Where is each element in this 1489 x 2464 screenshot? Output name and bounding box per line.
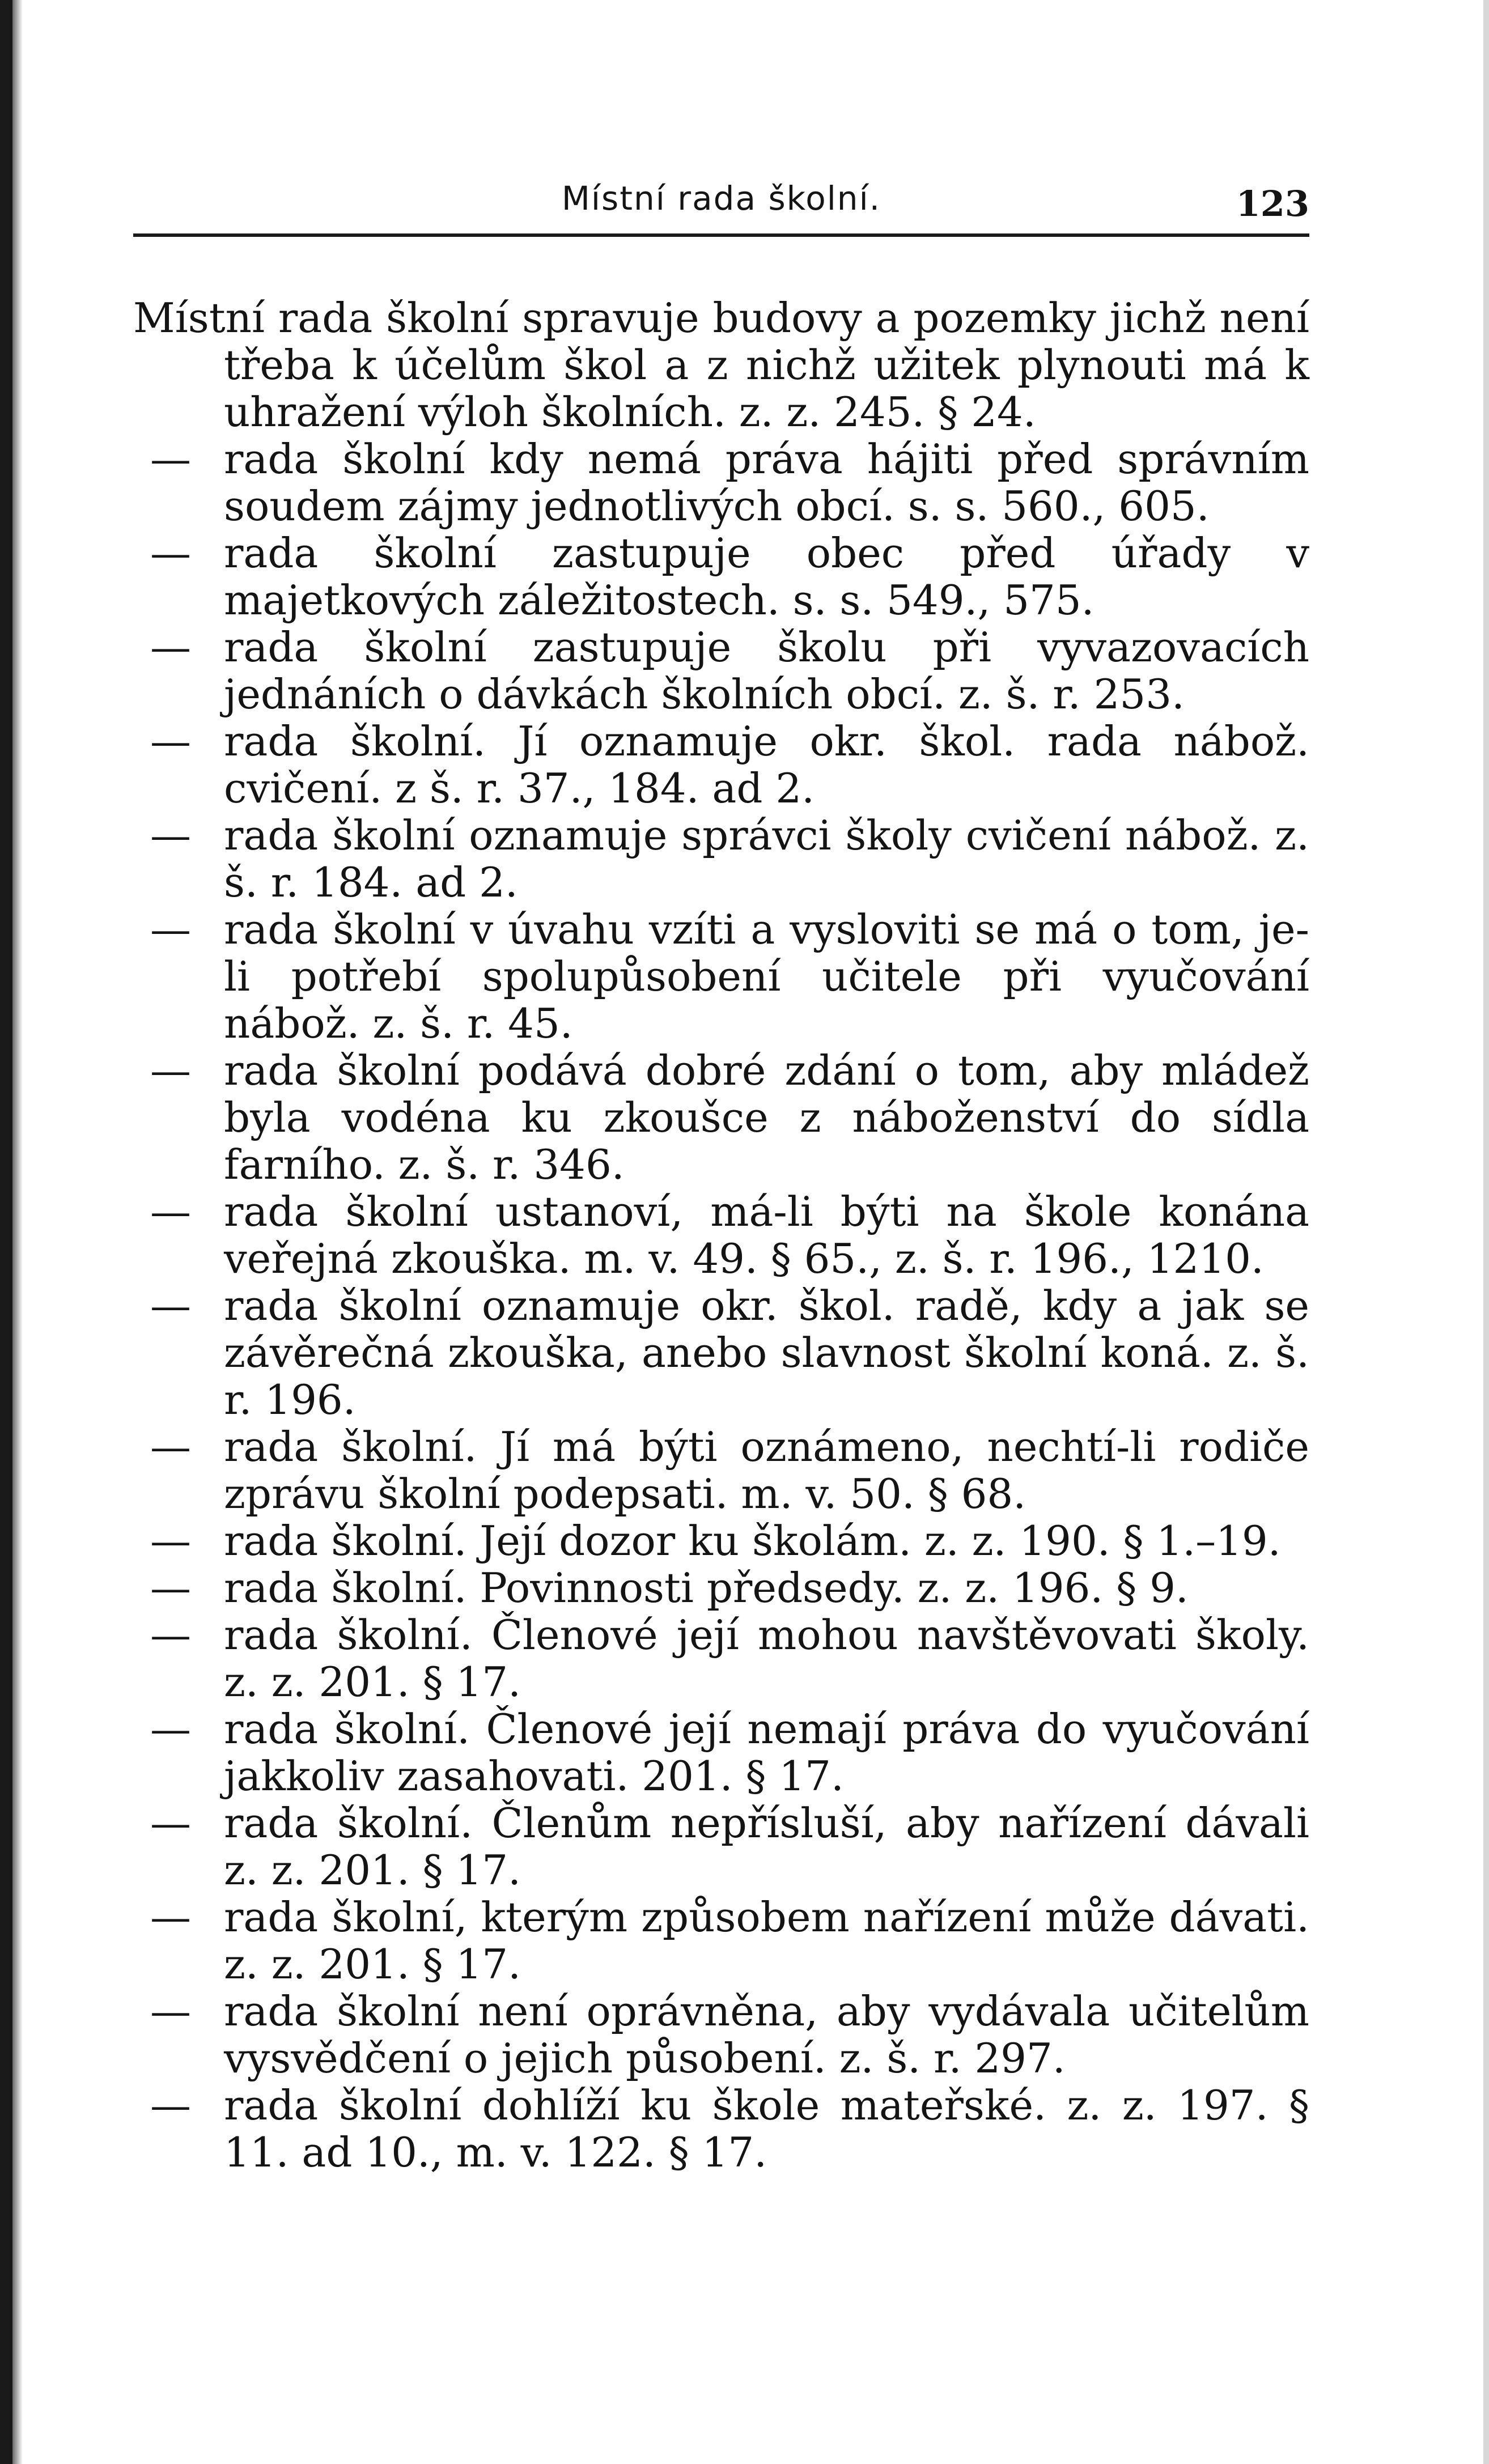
entry-dash: —	[150, 812, 191, 859]
entry-text: rada školní. Povinnosti předsedy. z. z. 196. § 9.	[224, 1564, 1189, 1612]
entry-dash: —	[150, 1987, 191, 2035]
entry-text: Místní rada školní spravuje budovy a pozemky jichž není třeba k účelům škol a z nichž užitek plynouti má k uhražení výloh školních. z. z. 245. § 24.	[133, 294, 1309, 436]
index-entry	[133, 624, 1309, 718]
entry-text: rada školní zastupuje školu při vyvazovacích jednáních o dávkách školních obcí. z. š. r. 253.	[224, 623, 1309, 718]
entry-text: rada školní kdy nemá práva hájiti před správním soudem zájmy jednotlivých obcí. s. s. 560., 605.	[224, 435, 1309, 530]
running-title: Místní rada školní.	[561, 179, 881, 218]
entry-dash: —	[150, 2081, 191, 2129]
entry-dash: —	[150, 1047, 191, 1094]
entry-text: rada školní oznamuje okr. škol. radě, kdy a jak se závěrečná zkouška, anebo slavnost školní koná. z. š. r. 196.	[224, 1282, 1309, 1424]
index-entry	[133, 1282, 1309, 1424]
index-entry	[133, 530, 1309, 624]
entry-text: rada školní dohlíží ku škole mateřské. z. z. 197. § 11. ad 10., m. v. 122. § 17.	[224, 2081, 1309, 2176]
entry-dash: —	[150, 1705, 191, 1753]
entry-dash: —	[150, 1188, 191, 1235]
index-entry	[133, 436, 1309, 530]
entry-dash: —	[150, 1799, 191, 1847]
index-entry	[133, 1188, 1309, 1282]
page-edge	[1483, 0, 1489, 2464]
index-entry	[133, 718, 1309, 812]
index-entry	[133, 1894, 1309, 1988]
entry-dash: —	[150, 435, 191, 483]
entry-text: rada školní, kterým způsobem nařízení může dávati. z. z. 201. § 17.	[224, 1893, 1309, 1988]
entry-dash: —	[150, 1423, 191, 1471]
index-entry	[133, 1518, 1309, 1565]
index-entry	[133, 1047, 1309, 1188]
index-entry	[133, 2082, 1309, 2176]
entry-dash: —	[150, 1517, 191, 1565]
entry-text: rada školní ustanoví, má-li býti na škole konána veřejná zkouška. m. v. 49. § 65., z. š. r. 196., 1210.	[224, 1188, 1309, 1282]
entry-text: rada školní podává dobré zdání o tom, aby mládež byla vodéna ku zkoušce z náboženství do sídla farního. z. š. r. 346.	[224, 1047, 1309, 1188]
entry-text: rada školní. Jí má býti oznámeno, nechtí-li rodiče zprávu školní podepsati. m. v. 50. § 68.	[224, 1423, 1309, 1518]
index-entry	[133, 1612, 1309, 1706]
entry-text: rada školní. Členům nepřísluší, aby nařízení dávali z. z. 201. § 17.	[224, 1799, 1309, 1894]
index-entry	[133, 812, 1309, 906]
index-entry	[133, 1424, 1309, 1518]
index-entry	[133, 906, 1309, 1047]
entry-text: rada školní není oprávněna, aby vydávala učitelům vysvědčení o jejich působení. z. š. r. 297.	[224, 1987, 1309, 2082]
entry-dash: —	[150, 529, 191, 577]
entry-text: rada školní. Její dozor ku školám. z. z. 190. § 1.–19.	[224, 1517, 1281, 1565]
entry-dash: —	[150, 1893, 191, 1941]
header-rule	[133, 233, 1309, 237]
entry-dash: —	[150, 1564, 191, 1612]
index-entries	[133, 295, 1309, 2176]
entry-text: rada školní. Členové její mohou navštěvovati školy. z. z. 201. § 17.	[224, 1611, 1309, 1706]
page-number: 123	[1236, 183, 1309, 224]
entry-dash: —	[150, 1611, 191, 1659]
index-entry	[133, 295, 1309, 436]
entry-dash: —	[150, 717, 191, 765]
entry-text: rada školní v úvahu vzíti a vysloviti se má o tom, je-li potřebí spolupůsobení učitele při vyučování nábož. z. š. r. 45.	[224, 906, 1309, 1047]
index-entry	[133, 1565, 1309, 1612]
entry-dash: —	[150, 906, 191, 953]
entry-text: rada školní oznamuje správci školy cvičení nábož. z. š. r. 184. ad 2.	[224, 812, 1309, 906]
book-gutter	[12, 0, 23, 2464]
entry-dash: —	[150, 623, 191, 671]
index-entry	[133, 1800, 1309, 1894]
entry-text: rada školní. Jí oznamuje okr. škol. rada nábož. cvičení. z š. r. 37., 184. ad 2.	[224, 717, 1309, 812]
entry-dash: —	[150, 1282, 191, 1329]
page-header	[133, 176, 1309, 238]
index-entry	[133, 1988, 1309, 2082]
book-spine-shadow	[0, 0, 12, 2464]
index-entry	[133, 1706, 1309, 1800]
entry-text: rada školní. Členové její nemají práva do vyučování jakkoliv zasahovati. 201. § 17.	[224, 1705, 1309, 1800]
entry-text: rada školní zastupuje obec před úřady v majetkových záležitostech. s. s. 549., 575.	[224, 529, 1309, 624]
